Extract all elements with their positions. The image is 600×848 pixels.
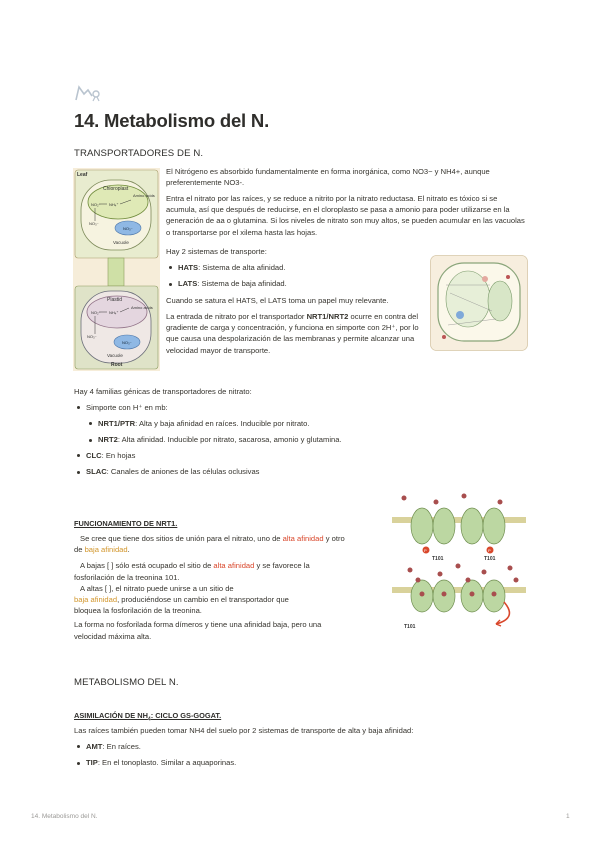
root-vacuole-no3: NO₃⁻ — [122, 340, 132, 345]
plastid-label: Plastid — [107, 297, 123, 303]
simporte-sublist — [74, 418, 494, 445]
p-label-right: P — [488, 548, 491, 553]
nitrate-plant-diagram — [73, 168, 160, 371]
func-line-8: La forma no fosforilada forma dímeros y tiene una afinidad baja, pero una — [74, 620, 322, 630]
func-line-3: A bajas [ ] sólo está ocupado el sitio de alta afinidad y se favorece la — [80, 561, 310, 571]
list-item-clc: CLC: En hojas — [74, 450, 494, 461]
root-nh4: NH₄⁺ — [109, 310, 119, 315]
root-vacuole-label: Vacuole — [107, 353, 123, 358]
leaf-vacuole-no3: NO₃⁻ — [123, 226, 133, 231]
page-icon — [74, 84, 102, 102]
func-line-1: Se cree que tiene dos sitios de unión para el nitrato, uno de alta afinidad y otro — [80, 534, 345, 543]
list-item-lats: LATS: Sistema de baja afinidad. — [166, 278, 416, 289]
nrt1-transporter-diagram — [392, 490, 526, 630]
section-heading-transportadores: TRANSPORTADORES DE N. — [74, 148, 204, 159]
func-line-9: velocidad máxima alta. — [74, 631, 152, 641]
nh4-transport-list — [74, 741, 494, 768]
funcionamiento-text — [74, 533, 384, 642]
root-label: Root — [111, 362, 123, 368]
heading-funcionamiento-nrt1: FUNCIONAMIENTO DE NRT1. — [74, 519, 178, 528]
list-item-simporte: Simporte con H⁺ en mb: — [74, 402, 494, 413]
leaf-vacuole-label: Vacuole — [113, 240, 129, 245]
leaf-label: Leaf — [77, 172, 88, 178]
list-item-nrt1: NRT1/PTR: Alta y baja afinidad en raíces. Inducible por nitrato. — [74, 418, 494, 429]
paragraph-familias: Hay 4 familias génicas de transportadores de nitrato: — [74, 387, 252, 396]
gene-families-list — [74, 402, 494, 413]
heading-asimilacion: ASIMILACIÓN DE $NH_4$: CICLO GS-GOGAT. — [74, 711, 222, 723]
func-line-4: fosforilación de la treonina 101. — [74, 572, 180, 582]
leaf-no2: NO₂⁻ — [91, 202, 101, 207]
t101-label-left: T101 — [432, 556, 444, 562]
list-item-slac: SLAC: Canales de aniones de las células oclusivas — [74, 466, 494, 477]
func-line-2: de baja afinidad. — [74, 545, 130, 555]
paragraph-sistemas: Hay 2 sistemas de transporte: — [166, 247, 267, 256]
root-aa-label: Amino acids — [131, 305, 153, 310]
page-title: 14. Metabolismo del N. — [74, 110, 270, 131]
t101-label-bottom: T101 — [404, 624, 416, 630]
paragraph-saturacion: Cuando se satura el HATS, el LATS toma un papel muy relevante. — [166, 296, 389, 305]
func-line-6: baja afinidad, produciéndose un cambio en el transportador que — [74, 595, 289, 605]
root-no3: NO₃⁻ — [87, 334, 97, 339]
paragraph-absorcion: El Nitrógeno es absorbido fundamentalmente en forma inorgánica, como NO3− y NH4+, aunque preferentemente NO3-. — [166, 167, 490, 188]
transport-systems-list — [166, 262, 416, 289]
list-item-amt: AMT: En raíces. — [74, 741, 494, 752]
section-heading-metabolismo: METABOLISMO DEL N. — [74, 677, 179, 688]
p-label-left: P — [424, 548, 427, 553]
list-item-tip: TIP: En el tonoplasto. Similar a aquaporinas. — [74, 757, 494, 768]
leaf-no3: NO₃⁻ — [89, 221, 99, 226]
paragraph-raices-nh4: Las raíces también pueden tomar NH4 del suelo por 2 sistemas de transporte de alta y baja afinidad: — [74, 726, 414, 735]
func-line-5: A altas [ ], el nitrato puede unirse a un sitio de — [80, 583, 234, 593]
leaf-nh4: NH₄⁺ — [109, 202, 119, 207]
paragraph-entrada-nitrato: Entra el nitrato por las raíces, y se reduce a nitrito por la nitrato reductasa. El nitrato es tóxico si se acumula, así que después de reducirse, en el cloroplasto se pasa a amonio para poder utilizarse en la generación de aa o glutamina. Si los niveles de nitrato son muy altos, se pueden acumular en las vacuolas o transportarse por el xilema hasta las hojas. — [166, 194, 525, 237]
footer-page-number: 1 — [566, 813, 570, 820]
t101-label-right: T101 — [484, 556, 496, 562]
root-cell-diagram — [430, 255, 528, 351]
gene-families-list-2 — [74, 450, 494, 477]
root-no2: NO₂⁻ — [91, 310, 101, 315]
footer-title: 14. Metabolismo del N. — [31, 813, 98, 820]
leaf-aa-label: Amino acids — [133, 193, 155, 198]
list-item-nrt2: NRT2: Alta afinidad. Inducible por nitrato, sacarosa, amonio y glutamina. — [74, 434, 494, 445]
paragraph-nrt1-nrt2: La entrada de nitrato por el transportador NRT1/NRT2 ocurre en contra del gradiente de carga y concentración, y funciona en simporte con 2H⁺, por lo que causa una despolarización de las membranas y permite alcanzar una velocidad mayor de transporte. — [166, 312, 419, 355]
list-item-hats: HATS: Sistema de alta afinidad. — [166, 262, 416, 273]
func-line-7: bloquea la fosforilación de la treonina. — [74, 606, 202, 616]
chloroplast-label: Chloroplast — [103, 186, 129, 192]
